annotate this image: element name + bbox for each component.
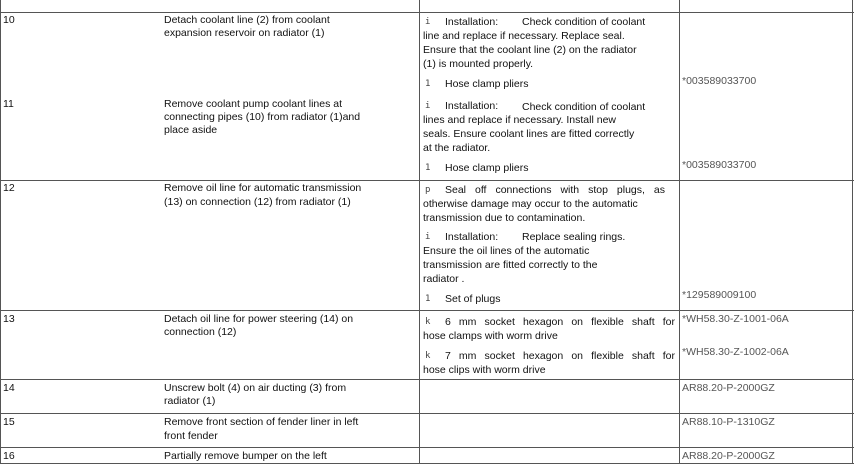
- note-line: hose clamps with worm drive: [423, 330, 558, 342]
- note-line: otherwise damage may occur to the automatic: [423, 198, 638, 210]
- step-task-line: connecting pipes (10) from radiator (1)and: [164, 111, 361, 123]
- step-number: 15: [3, 416, 15, 428]
- step-task-line: Remove coolant pump coolant lines at: [164, 98, 343, 110]
- info-symbol: i: [425, 101, 431, 111]
- tool-ref-link[interactable]: *003589033700: [682, 159, 757, 171]
- rule-h-12: [0, 180, 854, 181]
- step-number: 14: [3, 382, 15, 394]
- step-task-line: Detach oil line for power steering (14) on: [164, 313, 354, 325]
- step-task-line: front fender: [164, 430, 218, 442]
- rule-h-16: [0, 447, 854, 448]
- note-label: Installation:: [445, 16, 499, 28]
- step-task-line: Remove front section of fender liner in left: [164, 416, 359, 428]
- rule-h-bottom: [0, 463, 854, 464]
- note-line: radiator .: [423, 273, 465, 285]
- tool-ref-link[interactable]: *WH58.30-Z-1001-06A: [682, 313, 789, 325]
- tool-symbol: 1: [425, 163, 431, 173]
- note-line: transmission are fitted correctly to the: [423, 259, 598, 271]
- rule-v-ref: [679, 0, 680, 464]
- note-label: Installation:: [445, 231, 499, 243]
- tool-ref-link[interactable]: *129589009100: [682, 289, 757, 301]
- tool-symbol: k: [425, 351, 431, 361]
- step-task-line: expansion reservoir on radiator (1): [164, 27, 325, 39]
- note-first-line: 6 mm socket hexagon on flexible shaft for: [445, 316, 675, 328]
- info-symbol: i: [425, 232, 431, 242]
- note-line: line and replace if necessary. Replace seal.: [423, 30, 625, 42]
- note-first-line: Check condition of coolant: [522, 16, 646, 28]
- rule-v-left: [0, 0, 1, 464]
- tool-symbol: 1: [425, 79, 431, 89]
- step-task-line: connection (12): [164, 326, 237, 338]
- rule-h-top: [0, 12, 854, 13]
- step-number: 11: [3, 98, 14, 110]
- step-task-line: Unscrew bolt (4) on air ducting (3) from: [164, 382, 347, 394]
- note-line: at the radiator.: [423, 142, 491, 154]
- rule-v-mid: [419, 0, 420, 464]
- note-first-line: 7 mm socket hexagon on flexible shaft for: [445, 350, 675, 362]
- note-line: (1) is mounted properly.: [423, 58, 534, 70]
- rule-v-right: [852, 0, 853, 464]
- rule-h-15: [0, 413, 854, 414]
- step-task-line: Partially remove bumper on the left: [164, 450, 327, 462]
- info-symbol: i: [425, 17, 431, 27]
- note-line: lines and replace if necessary. Install new: [423, 114, 616, 126]
- tool-symbol: k: [425, 317, 431, 327]
- note-line: transmission due to contamination.: [423, 212, 586, 224]
- step-task-line: (13) on connection (12) from radiator (1): [164, 196, 351, 208]
- tool-name: Hose clamp pliers: [445, 162, 529, 174]
- step-task-line: place aside: [164, 124, 218, 136]
- tool-symbol: 1: [425, 294, 431, 304]
- tool-ref-link[interactable]: *WH58.30-Z-1002-06A: [682, 346, 789, 358]
- note-first-line: Replace sealing rings.: [522, 231, 626, 243]
- step-number: 16: [3, 450, 15, 462]
- rule-h-13: [0, 310, 854, 311]
- document-ref-link[interactable]: AR88.20-P-2000GZ: [682, 450, 775, 462]
- note-line: Ensure that the coolant line (2) on the radiator: [423, 44, 637, 56]
- tool-ref-link[interactable]: *003589033700: [682, 75, 757, 87]
- step-number: 10: [3, 14, 15, 26]
- note-line: Ensure the oil lines of the automatic: [423, 245, 590, 257]
- document-ref-link[interactable]: AR88.10-P-1310GZ: [682, 416, 775, 428]
- rule-h-14: [0, 379, 854, 380]
- warning-symbol: p: [425, 185, 431, 195]
- step-number: 12: [3, 182, 15, 194]
- tool-name: Set of plugs: [445, 293, 501, 305]
- step-task-line: radiator (1): [164, 395, 216, 407]
- note-line: seals. Ensure coolant lines are fitted correctly: [423, 128, 635, 140]
- step-number: 13: [3, 313, 15, 325]
- step-task-line: Remove oil line for automatic transmission: [164, 182, 362, 194]
- note-label: Installation:: [445, 100, 499, 112]
- note-first-line: Check condition of coolant: [522, 101, 646, 113]
- tool-name: Hose clamp pliers: [445, 78, 529, 90]
- document-ref-link[interactable]: AR88.20-P-2000GZ: [682, 382, 775, 394]
- step-task-line: Detach coolant line (2) from coolant: [164, 14, 330, 26]
- note-first-line: Seal off connections with stop plugs, as: [445, 184, 665, 196]
- note-line: hose clips with worm drive: [423, 364, 546, 376]
